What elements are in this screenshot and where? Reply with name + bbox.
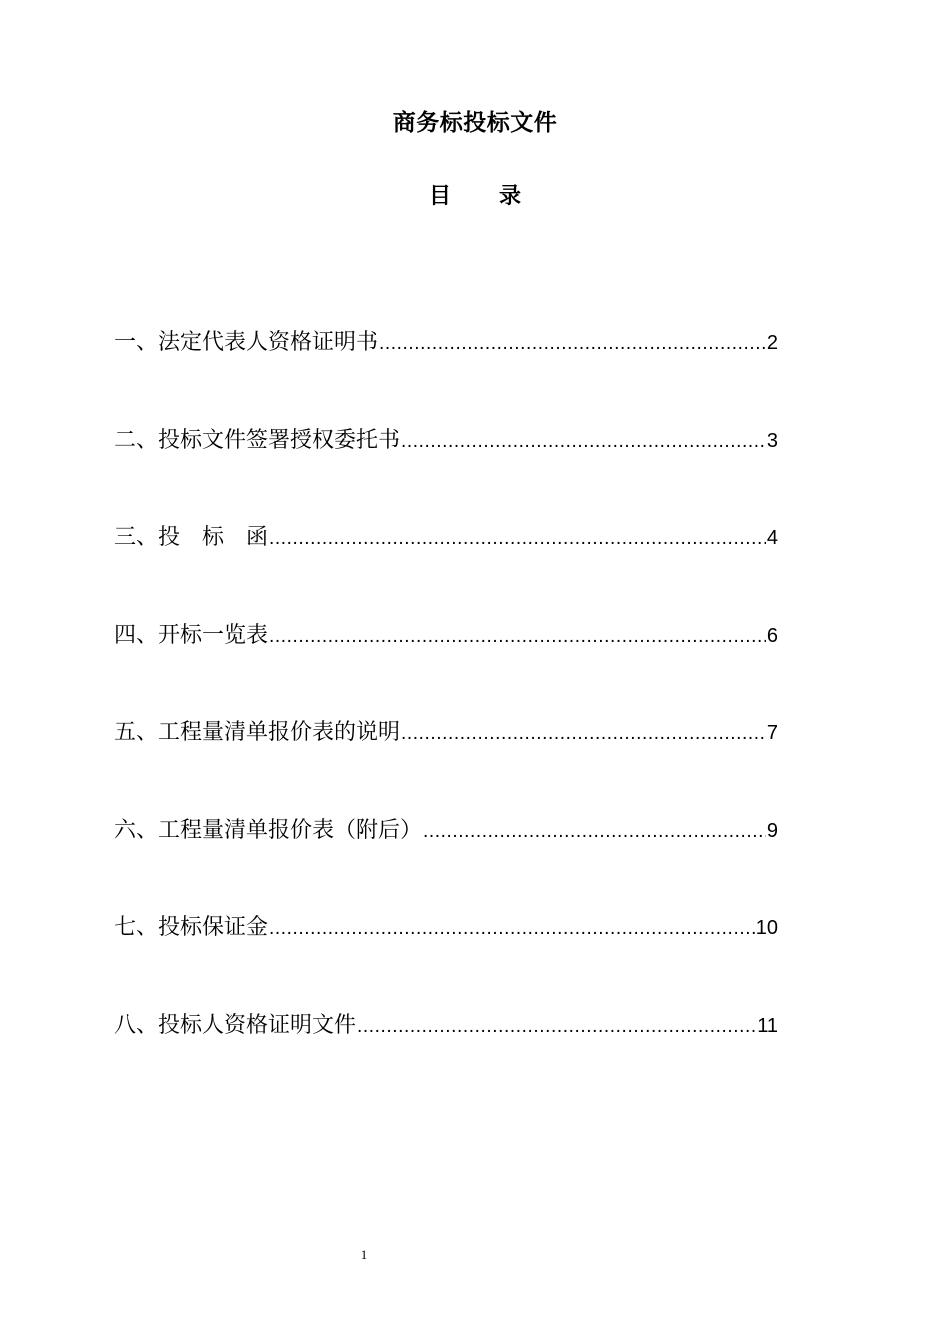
- toc-heading-right: 录: [499, 184, 522, 209]
- table-of-contents: [114, 326, 778, 1106]
- toc-entry-1[interactable]: [114, 326, 778, 360]
- document-title: 商务标投标文件: [392, 110, 558, 136]
- toc-entry-label: 一、法定代表人资格证明书: [114, 330, 379, 355]
- toc-entry-label: 三、投 标 函: [114, 525, 269, 550]
- toc-entry-4[interactable]: [114, 619, 778, 653]
- toc-entry-label: 五、工程量清单报价表的说明: [114, 720, 401, 745]
- toc-entry-label: 八、投标人资格证明文件: [114, 1012, 357, 1038]
- toc-entry-label: 六、工程量清单报价表（附后）: [114, 817, 423, 843]
- toc-dot-leader: [357, 1010, 756, 1044]
- toc-entry-3[interactable]: [114, 521, 778, 555]
- toc-dot-leader: [269, 912, 755, 946]
- toc-heading-left: 目: [428, 184, 451, 209]
- toc-dot-leader: [401, 717, 766, 751]
- toc-entry-page: 9: [766, 819, 778, 842]
- toc-heading: [0, 180, 950, 214]
- toc-dot-leader: [401, 425, 766, 459]
- toc-entry-page: 11: [757, 1014, 778, 1037]
- toc-dot-leader: [379, 327, 766, 361]
- toc-entry-label: 二、投标文件签署授权委托书: [114, 427, 401, 453]
- toc-entry-6[interactable]: [114, 814, 778, 848]
- toc-entry-label: 四、开标一览表: [114, 622, 269, 648]
- toc-dot-leader: [269, 620, 766, 654]
- page-number: 1: [360, 1247, 368, 1262]
- toc-entry-page: 10: [755, 917, 778, 939]
- toc-entry-5[interactable]: [114, 716, 778, 750]
- toc-entry-label: 七、投标保证金: [114, 915, 269, 940]
- toc-dot-leader: [423, 815, 766, 849]
- toc-entry-7[interactable]: [114, 911, 778, 945]
- toc-entry-8[interactable]: [114, 1009, 778, 1043]
- toc-entry-page: 4: [766, 527, 778, 549]
- toc-dot-leader: [269, 522, 766, 556]
- toc-entry-2[interactable]: [114, 424, 778, 458]
- toc-entry-page: 7: [766, 722, 778, 744]
- toc-entry-page: 6: [766, 624, 778, 647]
- toc-entry-page: 3: [766, 429, 778, 452]
- toc-entry-page: 2: [766, 332, 778, 354]
